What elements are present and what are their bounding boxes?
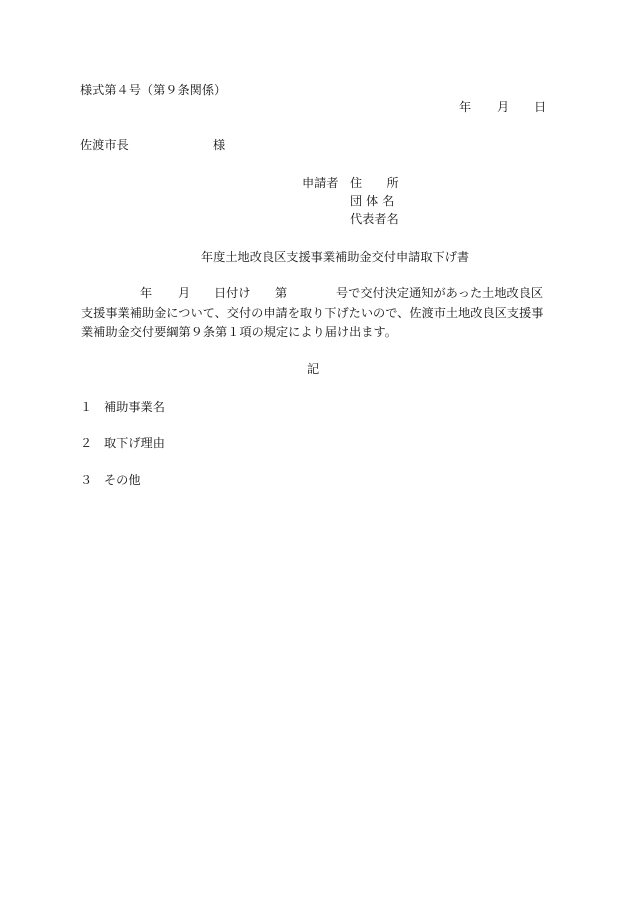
document-title: 年度土地改良区支援事業補助金交付申請取下げ書 bbox=[201, 250, 470, 264]
body-paragraph bbox=[81, 284, 551, 343]
body-line-1-rest: 号で交付決定通知があった土地改良区 bbox=[336, 286, 544, 300]
body-line-3: 業補助金交付要綱第９条第１項の規定により届け出ます。 bbox=[81, 325, 397, 339]
item-number: ３ bbox=[80, 473, 93, 487]
item-label: その他 bbox=[104, 473, 141, 487]
form-label: 様式第４号（第９条関係） bbox=[80, 83, 227, 97]
item-number: ２ bbox=[80, 436, 93, 450]
applicant-address-field: 住 所 bbox=[350, 176, 399, 190]
item-label: 補助事業名 bbox=[104, 400, 165, 414]
date-month-label: 月 bbox=[497, 100, 510, 114]
date-day-label: 日 bbox=[534, 100, 547, 114]
addressee-honorific: 様 bbox=[213, 138, 226, 152]
applicant-label: 申請者 bbox=[302, 176, 339, 190]
body-date-suffix: 日付け bbox=[214, 286, 251, 300]
addressee-name: 佐渡市長 bbox=[80, 138, 129, 152]
ki-heading: 記 bbox=[307, 362, 320, 376]
item-number: １ bbox=[80, 400, 93, 414]
body-line-1 bbox=[81, 284, 551, 304]
body-year: 年 bbox=[140, 286, 153, 300]
applicant-representative-field: 代表者名 bbox=[350, 212, 399, 226]
body-month: 月 bbox=[178, 286, 191, 300]
body-number-prefix: 第 bbox=[275, 286, 288, 300]
body-line-2: 支援事業補助金について、交付の申請を取り下げたいので、佐渡市土地改良区支援事 bbox=[81, 305, 544, 320]
date-year-label: 年 bbox=[459, 100, 472, 114]
item-label: 取下げ理由 bbox=[104, 436, 165, 450]
applicant-group-name-field: 団 体 名 bbox=[350, 194, 395, 208]
